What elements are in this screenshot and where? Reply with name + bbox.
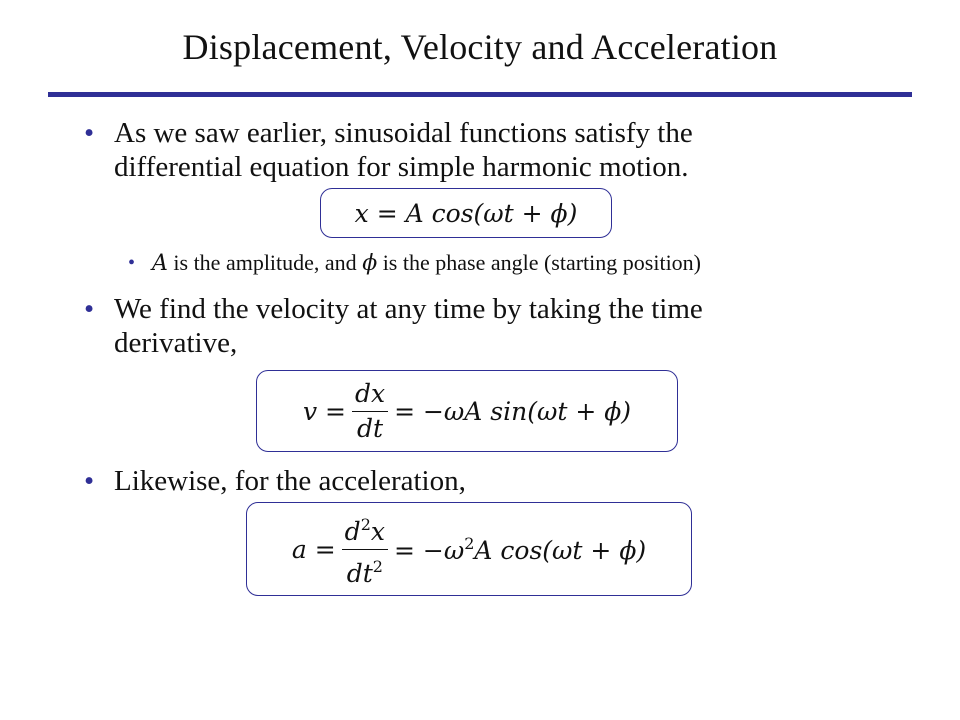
velocity-denominator: dt	[356, 413, 384, 443]
bullet-1	[84, 116, 884, 186]
displacement-rhs: = A cos(ωt + ϕ)	[376, 198, 578, 228]
acceleration-rhs-exponent: 2	[464, 533, 475, 553]
acceleration-denominator-base: dt	[346, 558, 373, 588]
bullet-2-line-1: We find the velocity at any time by taking the time	[114, 293, 703, 325]
velocity-numerator: dx	[352, 379, 388, 412]
acceleration-denominator	[344, 550, 386, 589]
acceleration-rhs-post: A cos(ωt + ϕ)	[474, 535, 647, 565]
acceleration-equation-box	[246, 502, 692, 596]
displacement-equation-box	[320, 188, 612, 238]
bullet-2-line-2: derivative,	[114, 327, 238, 359]
title-divider	[48, 92, 912, 97]
bullet-2	[84, 292, 884, 362]
acceleration-rhs-pre: = −ω	[393, 535, 465, 565]
bullet-marker: •	[84, 465, 95, 497]
bullet-1-line-1: As we saw earlier, sinusoidal functions satisfy the	[114, 117, 693, 149]
slide-title: Displacement, Velocity and Acceleration	[182, 27, 778, 67]
acceleration-lhs: a =	[291, 534, 336, 564]
displacement-lhs: x	[354, 198, 369, 228]
bullet-3-line-1: Likewise, for the acceleration,	[114, 465, 466, 497]
bullet-2-text	[114, 292, 703, 360]
bullet-marker: •	[84, 293, 95, 325]
acceleration-rhs	[394, 534, 646, 565]
bullet-3	[84, 464, 884, 500]
velocity-equation-box	[256, 370, 678, 452]
acceleration-numerator-exponent: 2	[360, 514, 371, 534]
bullet-1-text	[114, 116, 693, 184]
acceleration-numerator-base: d	[344, 516, 361, 546]
amplitude-symbol: A	[152, 251, 168, 276]
acceleration-numerator	[342, 510, 388, 550]
sub-bullet-text-1: is the amplitude, and	[167, 250, 363, 275]
bullet-marker: •	[84, 117, 95, 149]
sub-bullet-text	[152, 250, 701, 277]
phase-symbol: ϕ	[362, 251, 378, 276]
bullet-3-text	[114, 464, 466, 498]
velocity-rhs: = −ωA sin(ωt + ϕ)	[394, 396, 632, 426]
acceleration-denominator-exponent: 2	[372, 556, 383, 576]
bullet-1-line-2: differential equation for simple harmonic motion.	[114, 151, 689, 183]
sub-bullet-amplitude-phase	[128, 250, 888, 278]
sub-bullet-marker: •	[128, 252, 136, 274]
sub-bullet-text-2: is the phase angle (starting position)	[377, 250, 702, 275]
velocity-derivative-fraction	[352, 379, 388, 444]
acceleration-derivative-fraction	[342, 510, 388, 589]
velocity-lhs: v =	[302, 396, 346, 426]
acceleration-numerator-variable: x	[370, 516, 385, 546]
